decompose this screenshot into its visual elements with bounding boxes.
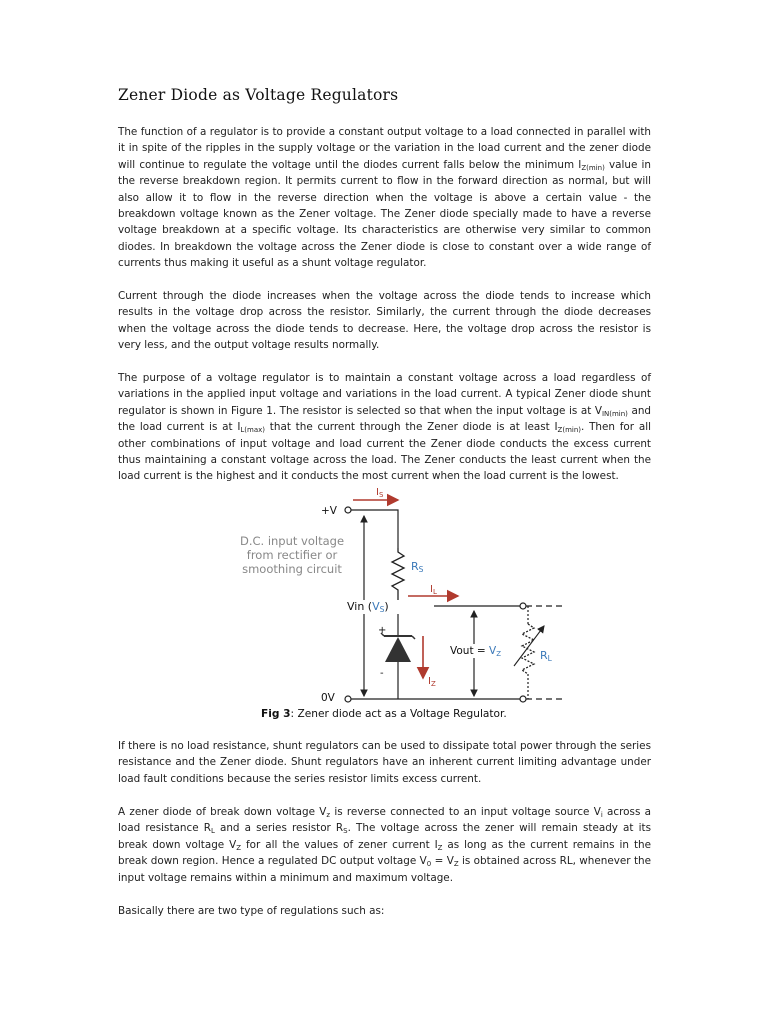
vout-label: Vout = VZ (450, 645, 502, 658)
zener-bar-tail-right (412, 636, 415, 639)
load-resistor (522, 624, 534, 674)
vin-label: Vin (VS) (347, 600, 389, 614)
paragraph-1: The function of a regulator is to provide a constant output voltage to a load connected in parallel with it in spite of the ripples in the supply voltage or the variation in the load current and the zener diode will continue to regulate the voltage until the diodes current falls below the minimum $I_{Z(min)}$ value in the reverse breakdown region. It permits current to flow in the forward direction as normal, but will also allow it to flow in the reverse direction when the voltage is above a certain value - the breakdown voltage known as the Zener voltage. The Zener diode specially made to have a reverse voltage breakdown at a specific voltage. Its characteristics are otherwise very similar to common diodes. In breakdown the voltage across the Zener diode is close to constant over a wide range of currents thus making it useful as a shunt voltage regulator. (118, 126, 651, 270)
output-terminal-top (520, 603, 526, 609)
svg-text:smoothing circuit: smoothing circuit (242, 562, 342, 576)
is-label: $I_S$ (376, 487, 384, 499)
paragraph-4: If there is no load resistance, shunt regulators can be used to dissipate total power through the series resistance and the Zener diode. Shunt regulators have an inherent current limiting advantage under load fault conditions because the series resistor limits excess current. (118, 740, 651, 785)
output-terminal-bottom (520, 696, 526, 702)
zener-diode-icon (385, 637, 411, 662)
plus-v-label: +V (321, 505, 337, 517)
plus-sign: + (378, 625, 387, 636)
paragraph-5: A zener diode of break down voltage $V_z$ is reverse connected to an input voltage source $V_i$ across a load resistance $R_L$ and a series resistor $R_S$. The voltage across the zener will remain steady at its break down voltage $V_Z$ for all the values of zener current $I_Z$ as long as the current remains in the break down region. Hence a regulated DC output voltage $V_0 = V_Z$ is obtained across RL, whenever the input voltage remains within a minimum and maximum voltage. (118, 806, 652, 884)
top-wire (351, 510, 398, 548)
svg-text:from rectifier or: from rectifier or (246, 548, 338, 562)
figure-caption: Fig 3: Zener diode act as a Voltage Regulator. (261, 708, 507, 720)
paragraph-3: The purpose of a voltage regulator is to maintain a constant voltage across a load regardless of variations in the applied input voltage and variations in the load current. A typical Zener diode shunt regulator is shown in Figure 1. The resistor is selected so that when the input voltage is at $V_{IN(min)}$ and the load current is at $I_{L(max)}$ that the current through the Zener diode is at least $I_{Z(min)}$. Then for all other combinations of input voltage and load current the Zener diode conducts the excess current thus maintaining a constant voltage across the load. The Zener conducts the least current when the load current is the highest and it conducts the most current when the load current is the lowest. (118, 372, 651, 483)
zero-v-terminal (345, 696, 351, 702)
iz-label: $I_Z$ (428, 676, 436, 688)
paragraph-6: Basically there are two type of regulations such as: (118, 905, 385, 917)
source-description (240, 534, 344, 576)
rs-label: RS (411, 560, 424, 574)
paragraph-2: Current through the diode increases when the voltage across the diode tends to increase which results in the voltage drop across the resistor. Similarly, the current through the diode decreases when the voltage across the diode tends to decrease. Here, the voltage drop across the resistor is very less, and the output voltage results normally. (118, 290, 651, 352)
zener-regulator-figure (218, 487, 668, 720)
plus-v-terminal (345, 507, 351, 513)
rl-label: RL (540, 649, 552, 663)
series-resistor (392, 548, 404, 606)
zero-v-label: 0V (321, 692, 335, 704)
minus-sign: - (380, 668, 384, 679)
circuit-diagram (218, 487, 668, 720)
il-label: $I_L$ (430, 584, 437, 596)
page-title: Zener Diode as Voltage Regulators (118, 86, 399, 104)
svg-text:D.C. input voltage: D.C. input voltage (239, 534, 345, 548)
